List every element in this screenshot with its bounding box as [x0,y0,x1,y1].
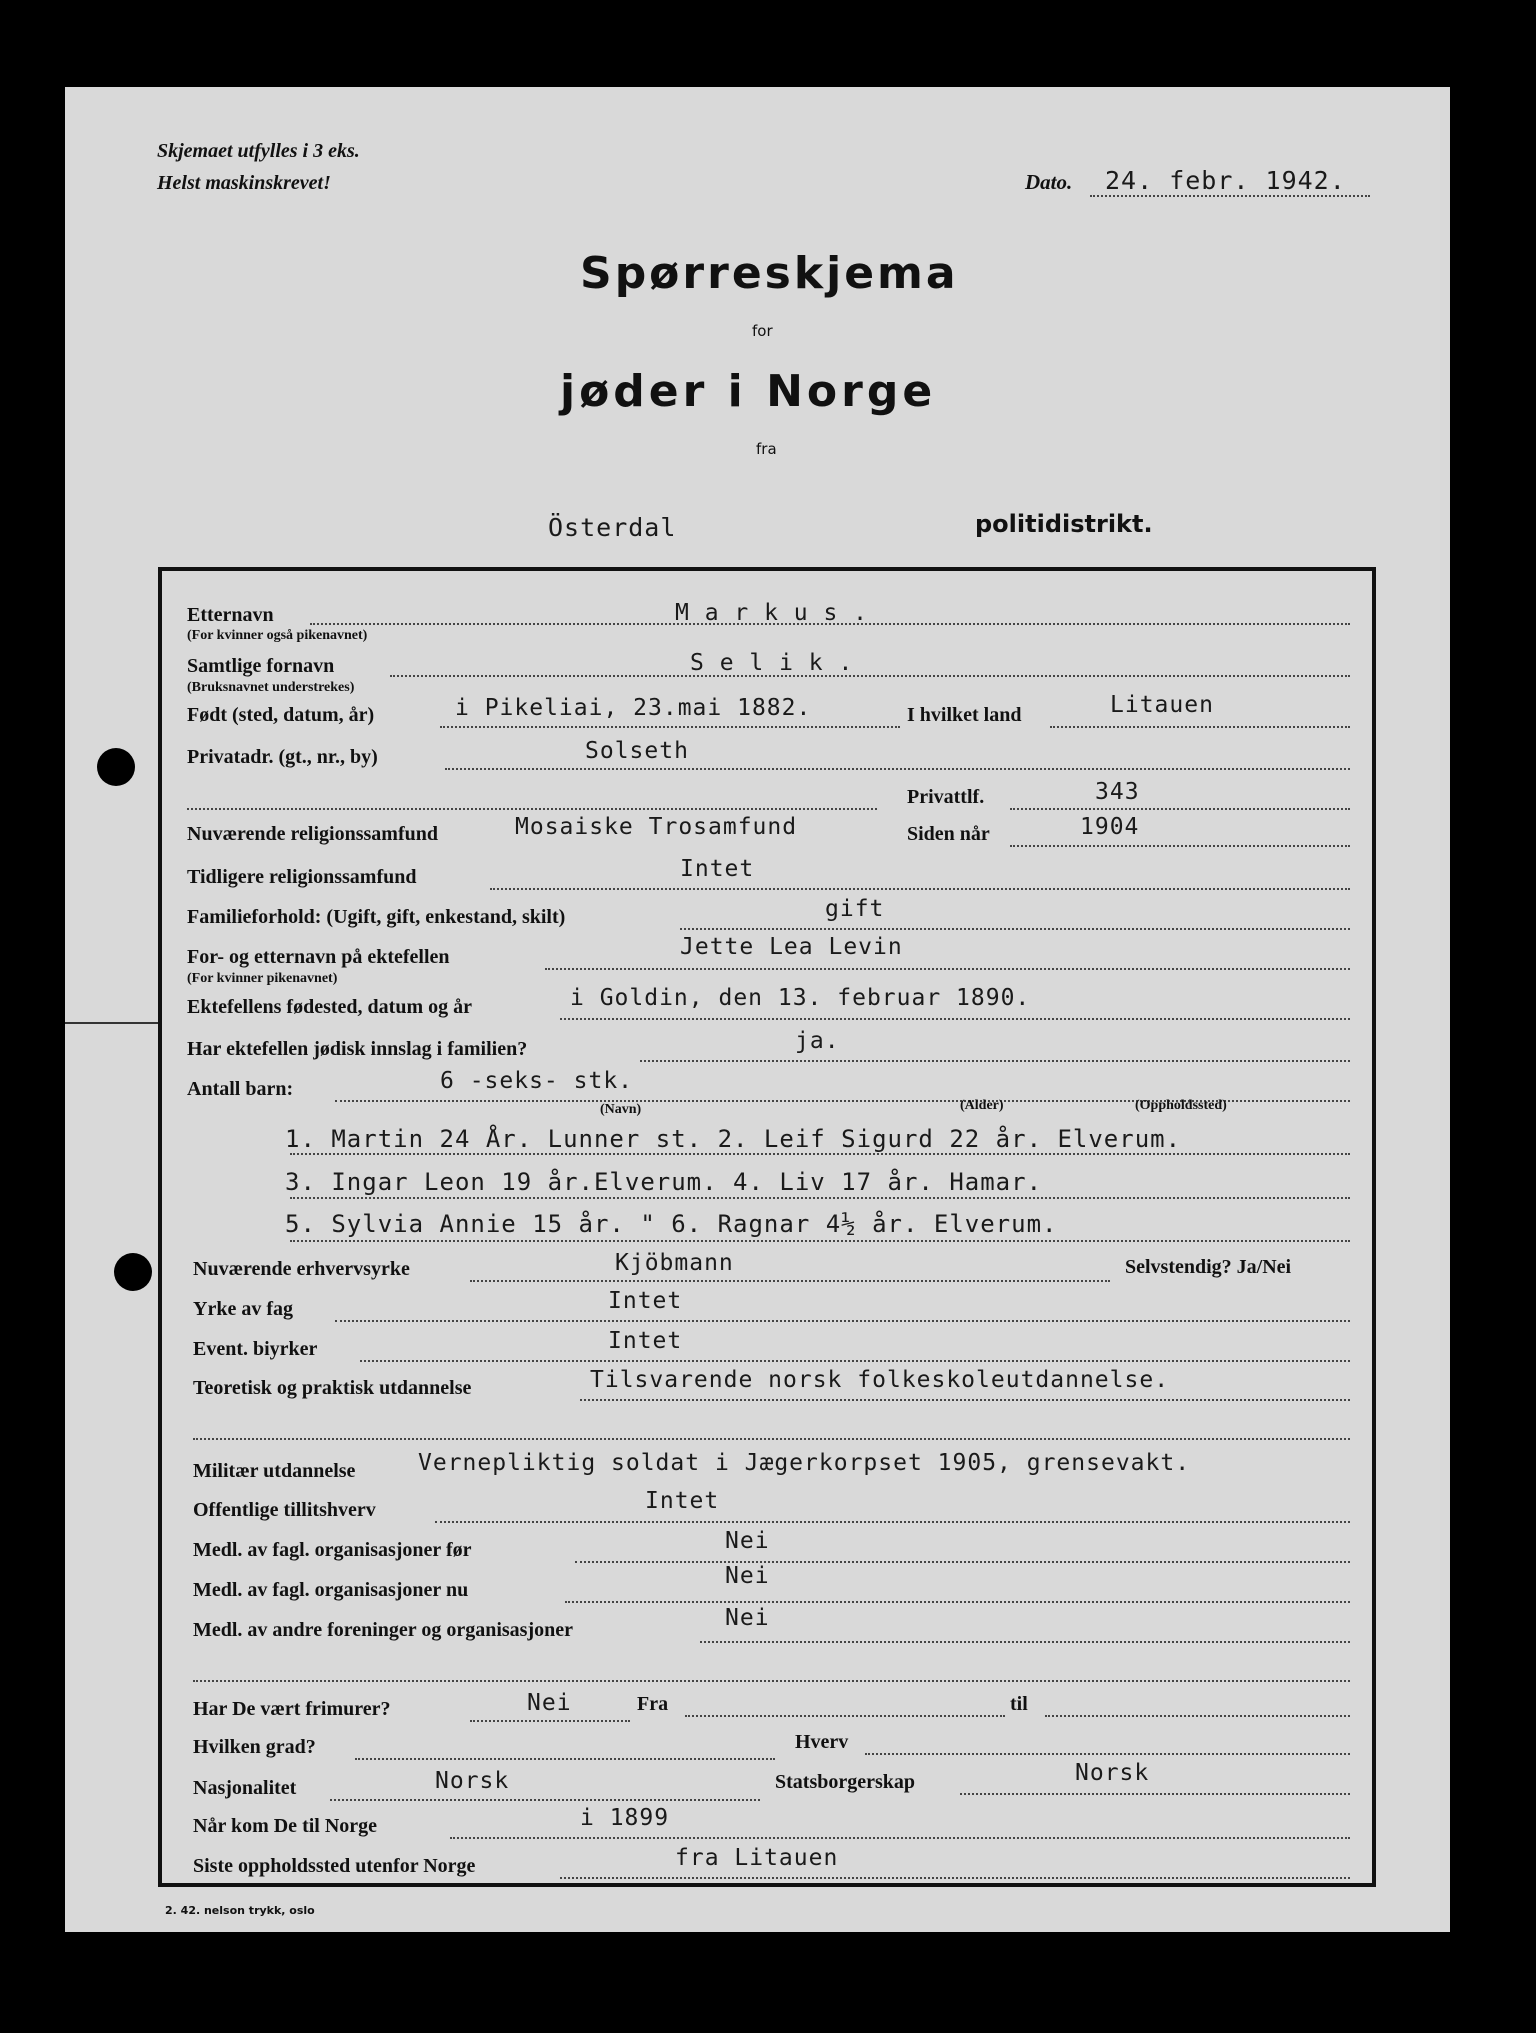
ekt-fodested-label: Ektefellens fødested, datum og år [187,996,472,1018]
selvstendig-label: Selvstendig? Ja/Nei [1125,1256,1292,1278]
ekt-jodisk-label: Har ektefellen jødisk innslag i familien? [187,1038,528,1060]
etternavn-label: Etternavn [187,604,274,626]
biyrker-label: Event. biyrker [193,1338,318,1360]
title-fra: fra [756,440,777,458]
instruction-line-1: Skjemaet utfylles i 3 eks. [157,140,360,162]
nasjonalitet-value: Norsk [435,1768,510,1794]
title-for: for [752,322,773,340]
siden-label: Siden når [907,823,990,845]
tillitshverv-label: Offentlige tillitshverv [193,1499,376,1521]
children-line-3: 5. Sylvia Annie 15 år. " 6. Ragnar 4½ år. Elverum. [285,1210,1058,1238]
printer-imprint: 2. 42. nelson trykk, oslo [165,1904,315,1917]
utdannelse-value: Tilsvarende norsk folkeskoleutdannelse. [590,1367,1170,1393]
instruction-line-2: Helst maskinskrevet! [157,172,331,194]
fodt-value: i Pikeliai, 23.mai 1882. [455,695,812,721]
fag-value: Intet [608,1288,683,1314]
fornavn-sub: (Bruksnavnet understrekes) [187,680,355,695]
district-value: Österdal [548,513,677,542]
tidl-religion-value: Intet [680,856,755,882]
kom-norge-label: Når kom De til Norge [193,1815,378,1837]
erhverv-label: Nuværende erhvervsyrke [193,1258,410,1280]
andre-foren-value: Nei [725,1605,770,1631]
children-header-opphold: (Oppholdssted) [1135,1098,1227,1113]
utdannelse-label: Teoretisk og praktisk utdannelse [193,1377,472,1399]
org-nu-label: Medl. av fagl. organisasjoner nu [193,1579,469,1601]
fold-line [65,1022,160,1024]
frimurer-til-label: til [1010,1693,1028,1715]
ekt-fodested-value: i Goldin, den 13. februar 1890. [570,985,1031,1011]
kom-norge-value: i 1899 [580,1805,670,1831]
tillitshverv-value: Intet [645,1488,720,1514]
org-for-value: Nei [725,1528,770,1554]
statsborgerskap-label: Statsborgerskap [775,1771,916,1793]
militaer-label: Militær utdannelse [193,1460,356,1482]
etternavn-value: M a r k u s . [675,600,869,626]
children-header-alder: (Alder) [960,1098,1004,1113]
familie-label: Familieforhold: (Ugift, gift, enkestand, skilt) [187,906,566,928]
children-header-navn: (Navn) [600,1102,642,1117]
fodt-label: Født (sted, datum, år) [187,704,375,726]
biyrker-value: Intet [608,1328,683,1354]
privattlf-value: 343 [1095,779,1140,805]
punch-hole-top [97,748,135,786]
frimurer-fra-label: Fra [637,1693,669,1715]
grad-label: Hvilken grad? [193,1736,316,1758]
hverv-label: Hverv [795,1731,849,1753]
dato-label: Dato. [1025,170,1073,194]
privatadr-label: Privatadr. (gt., nr., by) [187,746,378,768]
privattlf-label: Privattlf. [907,786,985,808]
ektefelle-sub: (For kvinner pikenavnet) [187,971,338,986]
dato-value: 24. febr. 1942. [1105,166,1346,195]
etternavn-sub: (For kvinner også pikenavnet) [187,628,368,643]
siste-opphold-label: Siste oppholdssted utenfor Norge [193,1855,476,1877]
statsborgerskap-value: Norsk [1075,1760,1150,1786]
fag-label: Yrke av fag [193,1298,293,1320]
privatadr-value: Solseth [585,738,689,764]
religion-value: Mosaiske Trosamfund [515,814,798,840]
district-label: politidistrikt. [975,510,1153,538]
punch-hole-bottom [114,1253,152,1291]
form-subtitle: jøder i Norge [560,366,937,417]
ektefelle-value: Jette Lea Levin [680,934,903,960]
fornavn-value: S e l i k . [690,650,854,676]
religion-label: Nuværende religionssamfund [187,823,438,845]
siste-opphold-value: fra Litauen [675,1845,839,1871]
barn-value: 6 -seks- stk. [440,1068,634,1094]
land-value: Litauen [1110,692,1214,718]
land-label: I hvilket land [907,704,1022,726]
andre-foren-label: Medl. av andre foreninger og organisasjoner [193,1619,573,1641]
siden-value: 1904 [1080,814,1140,840]
org-nu-value: Nei [725,1563,770,1589]
form-title: Spørreskjema [580,248,959,299]
org-for-label: Medl. av fagl. organisasjoner før [193,1539,472,1561]
nasjonalitet-label: Nasjonalitet [193,1777,297,1799]
fornavn-label: Samtlige fornavn [187,655,335,677]
frimurer-label: Har De vært frimurer? [193,1698,391,1720]
barn-label: Antall barn: [187,1078,294,1100]
ekt-jodisk-value: ja. [795,1028,840,1054]
tidl-religion-label: Tidligere religionssamfund [187,866,417,888]
children-line-1: 1. Martin 24 År. Lunner st. 2. Leif Sigurd 22 år. Elverum. [285,1125,1182,1153]
militaer-value: Vernepliktig soldat i Jægerkorpset 1905, grensevakt. [418,1450,1191,1476]
ektefelle-label: For- og etternavn på ektefellen [187,946,450,968]
familie-value: gift [825,896,885,922]
frimurer-value: Nei [527,1690,572,1716]
children-line-2: 3. Ingar Leon 19 år.Elverum. 4. Liv 17 år. Hamar. [285,1168,1043,1196]
erhverv-value: Kjöbmann [615,1250,734,1276]
